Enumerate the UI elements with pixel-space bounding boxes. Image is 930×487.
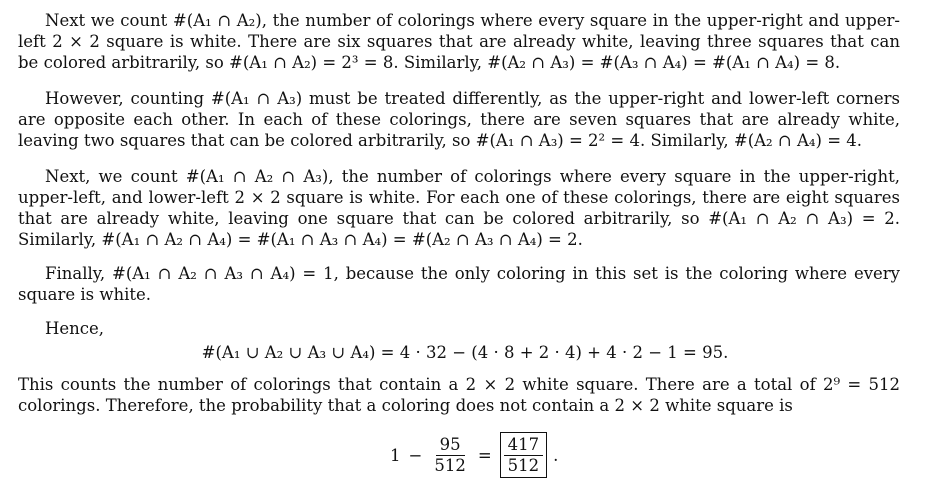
fraction-denominator: 512 [434, 455, 466, 475]
answer-numerator: 417 [504, 435, 544, 456]
paragraph-triple-intersection: Next, we count #(A₁ ∩ A₂ ∩ A₃), the number of colorings where every square in the upper-right, upper-left, and lower-left 2 × 2 square is white. For each one of these colorings, there are eight squares that are already white, leaving one square that can be colored arbitrarily, so #(A₁ ∩ A₂ ∩ A₃) = 2. Similarly, #(A₁ ∩ A₂ ∩ A₄) = #(A₁ ∩ A₃ ∩ A₄) = #(A₂ ∩ A₃ ∩ A₄) = 2. [18, 167, 900, 249]
final-equals: = [477, 445, 492, 465]
paragraph-intersection-opposite: However, counting #(A₁ ∩ A₃) must be treated differently, as the upper-right and lower-left corners are opposite each other. In each of these colorings, there are seven squares that are already white, leaving two squares that can be colored arbitrarily, so #(A₁ ∩ A₃) = 2² = 4. Similarly, #(A₂ ∩ A₄) = 4. [18, 89, 900, 150]
final-one: 1 [390, 445, 401, 465]
paragraph-hence: Hence, [45, 319, 105, 338]
fraction-417-over-512 [504, 435, 544, 476]
paragraph-intersection-adjacent: Next we count #(A₁ ∩ A₂), the number of colorings where every square in the upper-right and upper-left 2 × 2 square is white. There are six squares that are already white, leaving three squares that can be colored arbitrarily, so #(A₁ ∩ A₂) = 2³ = 8. Similarly, #(A₂ ∩ A₃) = #(A₃ ∩ A₄) = #(A₁ ∩ A₄) = 8. [18, 11, 900, 72]
paragraph-conclusion: This counts the number of colorings that contain a 2 × 2 white square. There are a total of 2⁹ = 512 colorings. Therefore, the probability that a coloring does not contain a 2 × 2 white square is [18, 375, 900, 415]
answer-denominator: 512 [507, 456, 540, 475]
boxed-answer [500, 432, 548, 478]
final-answer [390, 432, 558, 478]
fraction-numerator: 95 [436, 435, 465, 456]
paragraph-quadruple-intersection: Finally, #(A₁ ∩ A₂ ∩ A₃ ∩ A₄) = 1, because the only coloring in this set is the coloring where every square is white. [18, 264, 900, 304]
union-equation: #(A₁ ∪ A₂ ∪ A₃ ∪ A₄) = 4 · 32 − (4 · 8 + 2 · 4) + 4 · 2 − 1 = 95. [201, 343, 729, 362]
final-period: . [553, 445, 559, 465]
final-minus: − [408, 445, 423, 465]
fraction-95-over-512 [430, 435, 470, 476]
